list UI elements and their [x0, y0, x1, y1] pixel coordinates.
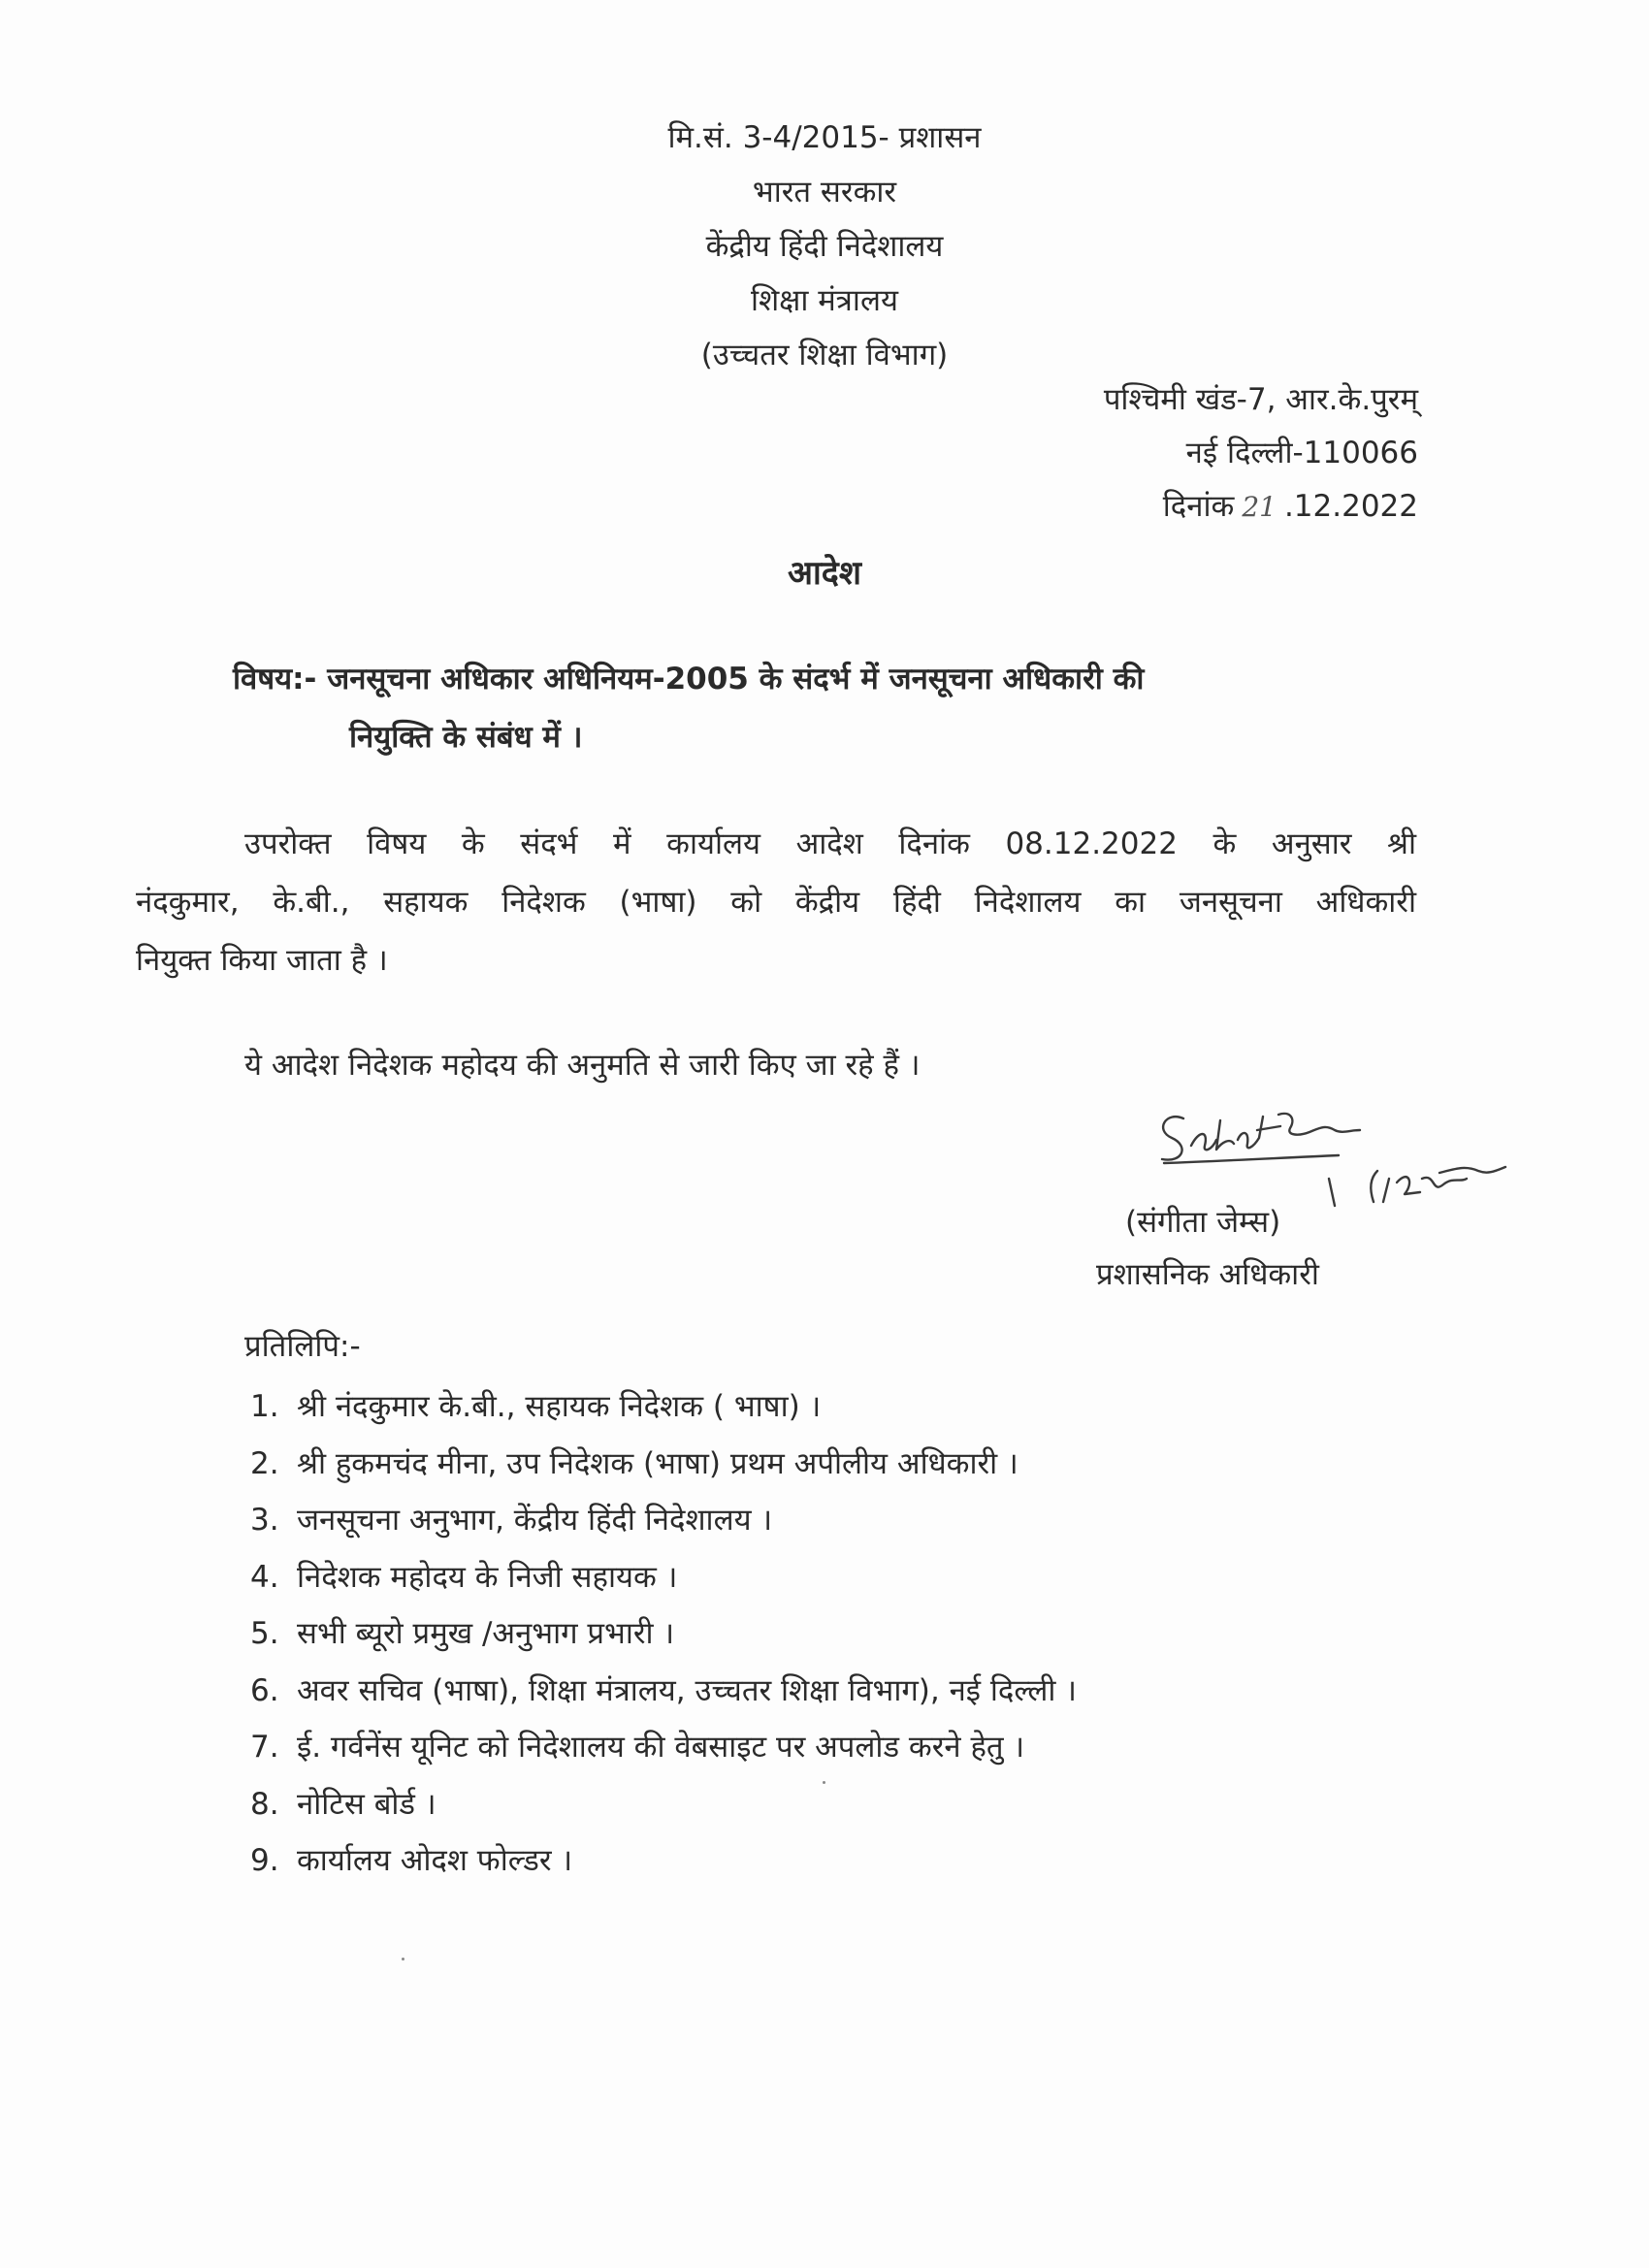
list-item: 6. अवर सचिव (भाषा), शिक्षा मंत्रालय, उच्चतर शिक्षा विभाग), नई दिल्ली । [250, 1672, 1078, 1708]
list-item: 7. ई. गर्वनेंस यूनिट को निदेशालय की वेबसाइट पर अपलोड करने हेतु । [250, 1730, 1025, 1765]
list-item: 3. जनसूचना अनुभाग, केंद्रीय हिंदी निदेशालय । [250, 1503, 773, 1538]
directorate-name: केंद्रीय हिंदी निदेशालय [705, 229, 944, 264]
address-line-1: पश्चिमी खंड-7, आर.के.पुरम् [1103, 382, 1418, 417]
file-number: मि.सं. 3-4/2015- प्रशासन [667, 120, 982, 155]
address-line-2: नई दिल्ली-110066 [1185, 436, 1418, 470]
body-para-1-line-1: उपरोक्त विषय के संदर्भ में कार्यालय आदेश दिनांक 08.12.2022 के अनुसार श्री [244, 826, 1416, 861]
date-label: दिनांक [1162, 489, 1235, 524]
subject-line-1: विषय:- जनसूचना अधिकार अधिनियम-2005 के संदर्भ में जनसूचना अधिकारी की [233, 662, 1145, 697]
copy-to-list [250, 1385, 1077, 1896]
list-item: 5. सभी ब्यूरो प्रमुख /अनुभाग प्रभारी । [250, 1616, 675, 1651]
body-para-1-line-2: नंदकुमार, के.बी., सहायक निदेशक (भाषा) को केंद्रीय हिंदी निदेशालय का जनसूचना अधिकारी [136, 885, 1416, 920]
date-month-year: .12.2022 [1283, 489, 1418, 524]
list-item: 1. श्री नंदकुमार के.बी., सहायक निदेशक ( भाषा) । [250, 1389, 822, 1424]
order-title: आदेश [788, 554, 861, 593]
ministry-name: शिक्षा मंत्रालय [751, 283, 898, 318]
list-item: 2. श्री हुकमचंद मीना, उप निदेशक (भाषा) प्रथम अपीलीय अधिकारी । [250, 1445, 1018, 1481]
body-para-1-line-3: नियुक्त किया जाता है । [136, 943, 388, 978]
department-name: (उच्चतर शिक्षा विभाग) [700, 338, 949, 373]
body-para-2: ये आदेश निदेशक महोदय की अनुमति से जारी किए जा रहे हैं । [244, 1048, 921, 1083]
issue-date [1163, 485, 1418, 526]
copy-to-heading: प्रतिलिपि:- [244, 1329, 361, 1364]
subject-line-2: नियुक्ति के संबंध में । [349, 720, 583, 755]
signatory-name: (संगीता जेम्स) [1125, 1205, 1281, 1240]
signatory-designation: प्रशासनिक अधिकारी [1096, 1257, 1319, 1292]
handwritten-date-day: 21 [1242, 491, 1277, 523]
list-item: 8. नोटिस बोर्ड । [250, 1786, 436, 1822]
government-name: भारत सरकार [752, 175, 897, 210]
scan-speck [823, 1781, 825, 1784]
list-item: 9. कार्यालय ओदश फोल्डर । [250, 1843, 573, 1878]
scan-speck [402, 1958, 404, 1960]
list-item: 4. निदेशक महोदय के निजी सहायक । [250, 1559, 678, 1595]
